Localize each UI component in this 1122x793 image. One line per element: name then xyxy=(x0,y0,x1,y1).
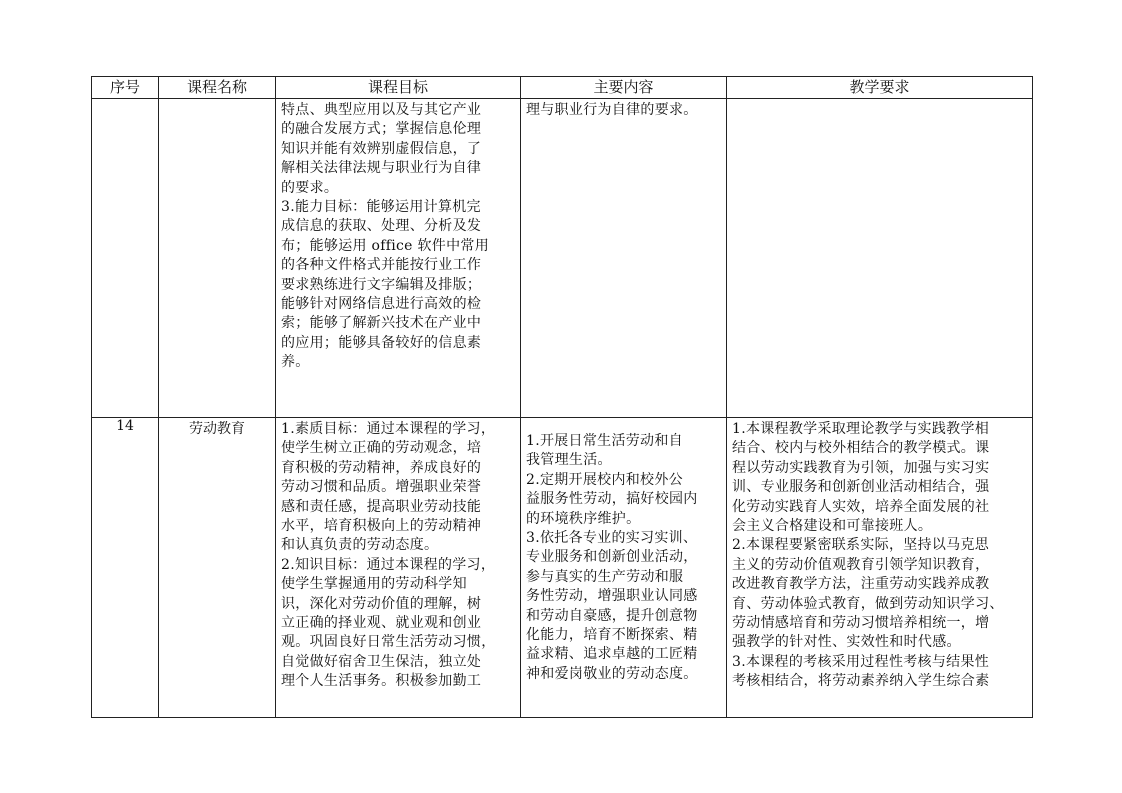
header-row xyxy=(92,77,1033,99)
row-goals-cell xyxy=(276,418,521,718)
row-course-name: 劳动教育 xyxy=(159,418,276,718)
row-goals: 特点、典型应用以及与其它产业 的融合发展方式；掌握信息伦理 知识并能有效辨别虚假信息，了 解相关法律法规与职业行为自律 的要求。 3.能力目标：能够运用计算机完 成信息的获取、处理、分析及发 布；能够运用 office 软件中常用 的各种文件格式并能按行业工作 要求熟练进行文字编辑及排版； 能够针对网络信息进行高效的检 索；能够了解新兴技术在产业中 的应用；能够具备较好的信息素 养。 xyxy=(281,102,489,371)
row-content: 1.开展日常生活劳动和自 我管理生活。 2.定期开展校内和校外公 益服务性劳动，搞好校园内 的环境秩序维护。 3.依托各专业的实习实训、 专业服务和创新创业活动， 参与真实的生产劳动和服 务性劳动，增强职业认同感 和劳动自豪感，提升创意物 化能力，培育不断探索、精 益求精、追求卓越的工匠精 神和爱岗敬业的劳动态度。 xyxy=(526,433,698,682)
row-course-name xyxy=(159,99,276,418)
row-requirements xyxy=(727,99,1032,101)
row-requirements-cell xyxy=(727,99,1033,418)
table-row xyxy=(92,99,1033,418)
row-goals-cell xyxy=(276,99,521,418)
row-requirements-cell xyxy=(727,418,1033,718)
header-requirements: 教学要求 xyxy=(727,77,1033,99)
row-content-cell xyxy=(521,418,727,718)
header-goals: 课程目标 xyxy=(276,77,521,99)
row-content: 理与职业行为自律的要求。 xyxy=(526,102,698,118)
row-number xyxy=(92,99,159,418)
header-content: 主要内容 xyxy=(521,77,727,99)
header-course-name: 课程名称 xyxy=(159,77,276,99)
row-content-cell xyxy=(521,99,727,418)
header-number: 序号 xyxy=(92,77,159,99)
row-requirements: 1.本课程教学采取理论教学与实践教学相 结合、校内与校外相结合的教学模式。课 程以劳动实践教育为引领，加强与实习实 训、专业服务和创新创业活动相结合，强 化劳动实践育人实效，培养全面发展的社 会主义合格建设和可靠接班人。 2.本课程要紧密联系实际，坚持以马克思 主义的劳动价值观教育引领学知识教育， 改进教育教学方法，注重劳动实践养成教 育、劳动体验式教育，做到劳动知识学习、 劳动情感培育和劳动习惯培养相统一，增 强教学的针对性、实效性和时代感。 3.本课程的考核采用过程性考核与结果性 考核相结合，将劳动素养纳入学生综合素 xyxy=(732,421,1004,690)
table-row xyxy=(92,418,1033,718)
row-goals: 1.素质目标：通过本课程的学习， 使学生树立正确的劳动观念，培 育积极的劳动精神，养成良好的 劳动习惯和品质。增强职业荣誉 感和责任感，提高职业劳动技能 水平，培育积极向上的劳动精神 和认真负责的劳动态度。 2.知识目标：通过本课程的学习， 使学生掌握通用的劳动科学知 识，深化对劳动价值的理解，树 立正确的择业观、就业观和创业 观。巩固良好日常生活劳动习惯， 自觉做好宿舍卫生保洁，独立处 理个人生活事务。积极参加勤工 xyxy=(281,421,496,690)
row-number: 14 xyxy=(92,418,159,718)
curriculum-table xyxy=(91,76,1033,718)
